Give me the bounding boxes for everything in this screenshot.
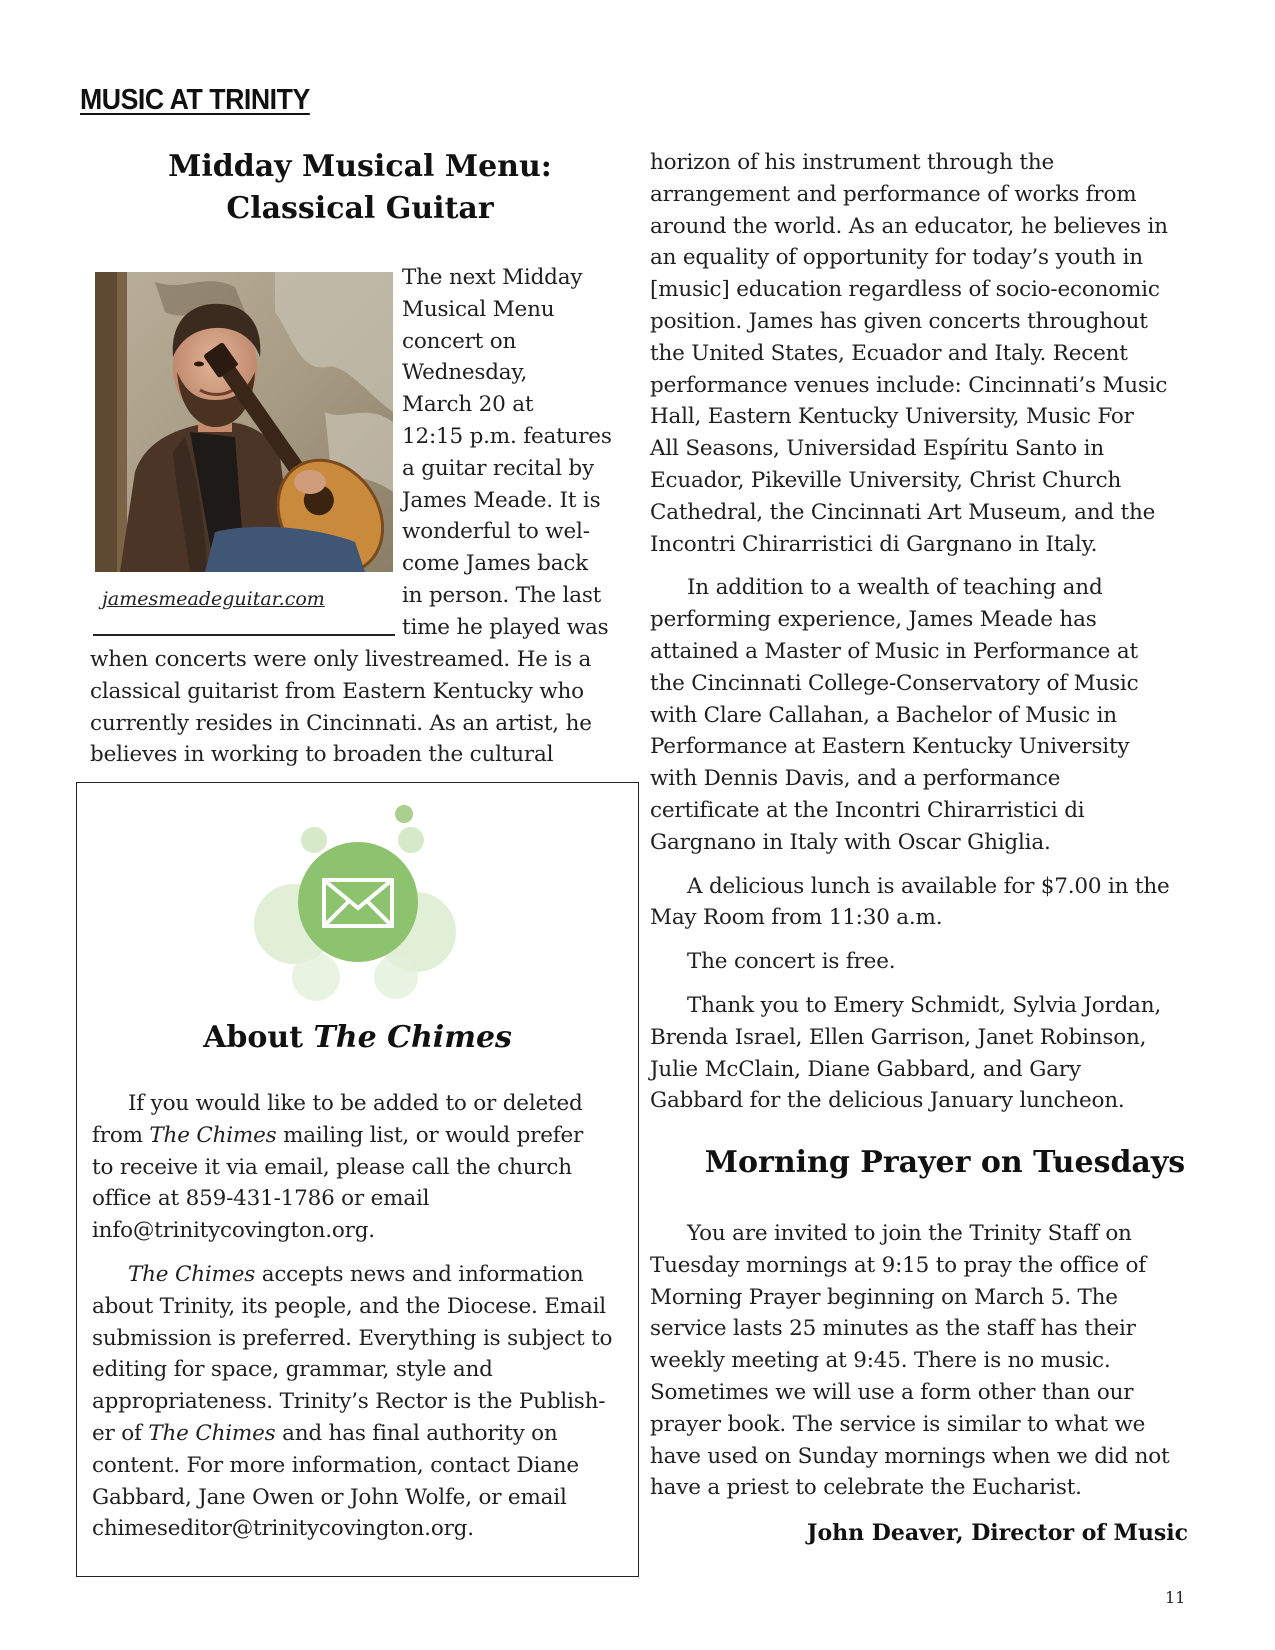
text-line: All Seasons, Universidad Espíritu Santo in — [650, 436, 1104, 462]
text-line: come James back — [402, 551, 588, 577]
info-email-link[interactable]: info@trinitycovington.org — [92, 1218, 369, 1244]
publication-name: The Chimes — [149, 1122, 277, 1148]
chimes-box-text — [92, 1088, 612, 1545]
chimes-title-prefix: About — [203, 1020, 314, 1055]
text-line: content. For more information, contact Diane — [92, 1452, 579, 1478]
text-line: 12:15 p.m. features — [402, 423, 612, 449]
text-line: submission is preferred. Everything is subject to — [92, 1325, 613, 1351]
text-line: If you would like to be added to or deleted — [128, 1091, 583, 1116]
text-line: Gargnano in Italy with Oscar Ghiglia. — [650, 829, 1051, 855]
text-line: around the world. As an educator, he believes in — [650, 213, 1168, 239]
editor-email-link[interactable]: chimeseditor@trinitycovington.org — [92, 1516, 468, 1542]
text-line: currently resides in Cincinnati. As an artist, he — [90, 710, 592, 736]
text-line: classical guitarist from Eastern Kentucky who — [90, 678, 584, 704]
text-line: service lasts 25 minutes as the staff has their — [650, 1316, 1136, 1342]
article-body-left — [90, 644, 592, 771]
text-line: with Dennis Davis, and a performance — [650, 766, 1061, 792]
text-line: A delicious lunch is available for $7.00 in the — [687, 873, 1170, 899]
chimes-title-italic: The Chimes — [313, 1020, 512, 1055]
chimes-box-title — [76, 1020, 639, 1055]
text-line: Morning Prayer beginning on March 5. The — [650, 1284, 1118, 1310]
text-line: the United States, Ecuador and Italy. Recent — [650, 340, 1128, 366]
text-line: Sometimes we will use a form other than our — [650, 1379, 1134, 1405]
text-line: time he played was — [402, 614, 609, 640]
text-line: James Meade. It is — [402, 487, 601, 513]
text-line: to receive it via email, please call the church — [92, 1154, 572, 1180]
article-title — [90, 146, 630, 230]
text-line: weekly meeting at 9:45. There is no music. — [650, 1348, 1111, 1374]
text-span: from — [92, 1122, 150, 1148]
text-line: In addition to a wealth of teaching and — [687, 575, 1103, 601]
text-line: Brenda Israel, Ellen Garrison, Janet Robinson, — [650, 1024, 1147, 1050]
text-line: the Cincinnati College-Conservatory of Music — [650, 670, 1139, 696]
section-heading: MUSIC AT TRINITY — [80, 84, 310, 116]
text-line: [music] education regardless of socio-economic — [650, 277, 1160, 303]
publication-name: The Chimes — [128, 1261, 256, 1287]
page-number: 11 — [1165, 1588, 1186, 1607]
guitarist-photo — [95, 272, 393, 572]
text-line: Ecuador, Pikeville University, Christ Church — [650, 467, 1122, 493]
text-line: May Room from 11:30 a.m. — [650, 905, 943, 931]
author-signature: John Deaver, Director of Music — [807, 1520, 1188, 1546]
text-line: believes in working to broaden the cultural — [90, 742, 554, 768]
text-line: wonderful to wel- — [402, 519, 590, 545]
text-span: accepts news and information — [255, 1261, 584, 1287]
publication-name: The Chimes — [148, 1420, 276, 1446]
text-line — [92, 1418, 612, 1450]
article-title-line2: Classical Guitar — [226, 191, 494, 226]
prayer-title: Morning Prayer on Tuesdays — [704, 1145, 1186, 1180]
text-line: You are invited to join the Trinity Staff on — [687, 1221, 1132, 1246]
text-line: Performance at Eastern Kentucky University — [650, 734, 1130, 760]
text-line: about Trinity, its people, and the Diocese. Email — [92, 1293, 606, 1319]
text-line: a guitar recital by — [402, 455, 594, 481]
article-title-line1: Midday Musical Menu: — [168, 149, 552, 184]
text-line: an equality of opportunity for today’s youth in — [650, 245, 1143, 271]
text-line: concert on — [402, 328, 517, 354]
text-line: in person. The last — [402, 582, 602, 608]
article-body-right — [650, 147, 1170, 1117]
photo-caption: jamesmeadeguitar.com — [102, 588, 325, 610]
text-span: and has final authority on — [275, 1420, 558, 1446]
text-line: have a priest to celebrate the Eucharist. — [650, 1475, 1082, 1501]
text-line: Musical Menu — [402, 296, 555, 322]
text-span: er of — [92, 1420, 149, 1446]
text-line: Tuesday mornings at 9:15 to pray the office of — [650, 1252, 1147, 1278]
text-line: Gabbard, Jane Owen or John Wolfe, or email — [92, 1484, 567, 1510]
text-line: Wednesday, — [402, 360, 528, 386]
text-line: March 20 at — [402, 392, 534, 418]
text-line: Thank you to Emery Schmidt, Sylvia Jordan, — [687, 992, 1162, 1018]
text-line: info@trinitycovington.org. — [92, 1218, 375, 1244]
text-line: position. James has given concerts throughout — [650, 308, 1148, 334]
text-line: with Clare Callahan, a Bachelor of Music in — [650, 702, 1117, 728]
prayer-body — [650, 1218, 1169, 1504]
text-line: Hall, Eastern Kentucky University, Music For — [650, 404, 1134, 430]
text-line: when concerts were only livestreamed. He is a — [90, 647, 592, 672]
text-line: performance venues include: Cincinnati’s Music — [650, 372, 1168, 398]
text-line: performing experience, James Meade has — [650, 607, 1097, 633]
text-line: Incontri Chirarristici di Gargnano in Italy. — [650, 531, 1098, 557]
text-line: prayer book. The service is similar to what we — [650, 1411, 1146, 1437]
envelope-icon — [246, 802, 466, 1002]
text-line: certificate at the Incontri Chirarristici di — [650, 797, 1085, 823]
text-line: office at 859-431-1786 or email — [92, 1186, 430, 1212]
text-line: The next Midday — [402, 265, 583, 290]
caption-divider — [93, 634, 395, 636]
text-line: The concert is free. — [687, 949, 896, 975]
text-line: Cathedral, the Cincinnati Art Museum, and the — [650, 499, 1156, 525]
text-line — [92, 1120, 612, 1152]
article-intro — [402, 262, 612, 644]
text-line: appropriateness. Trinity’s Rector is the Publish- — [92, 1389, 606, 1415]
text-line: Gabbard for the delicious January luncheon. — [650, 1088, 1125, 1114]
text-line: horizon of his instrument through the — [650, 150, 1054, 175]
text-line: chimeseditor@trinitycovington.org. — [92, 1516, 474, 1542]
text-line: editing for space, grammar, style and — [92, 1357, 493, 1383]
text-line: have used on Sunday mornings when we did not — [650, 1443, 1170, 1469]
text-line: arrangement and performance of works from — [650, 181, 1137, 207]
text-line: attained a Master of Music in Performance at — [650, 638, 1138, 664]
text-line — [92, 1259, 612, 1291]
text-line: Julie McClain, Diane Gabbard, and Gary — [650, 1056, 1081, 1082]
text-span: mailing list, or would prefer — [276, 1122, 584, 1148]
